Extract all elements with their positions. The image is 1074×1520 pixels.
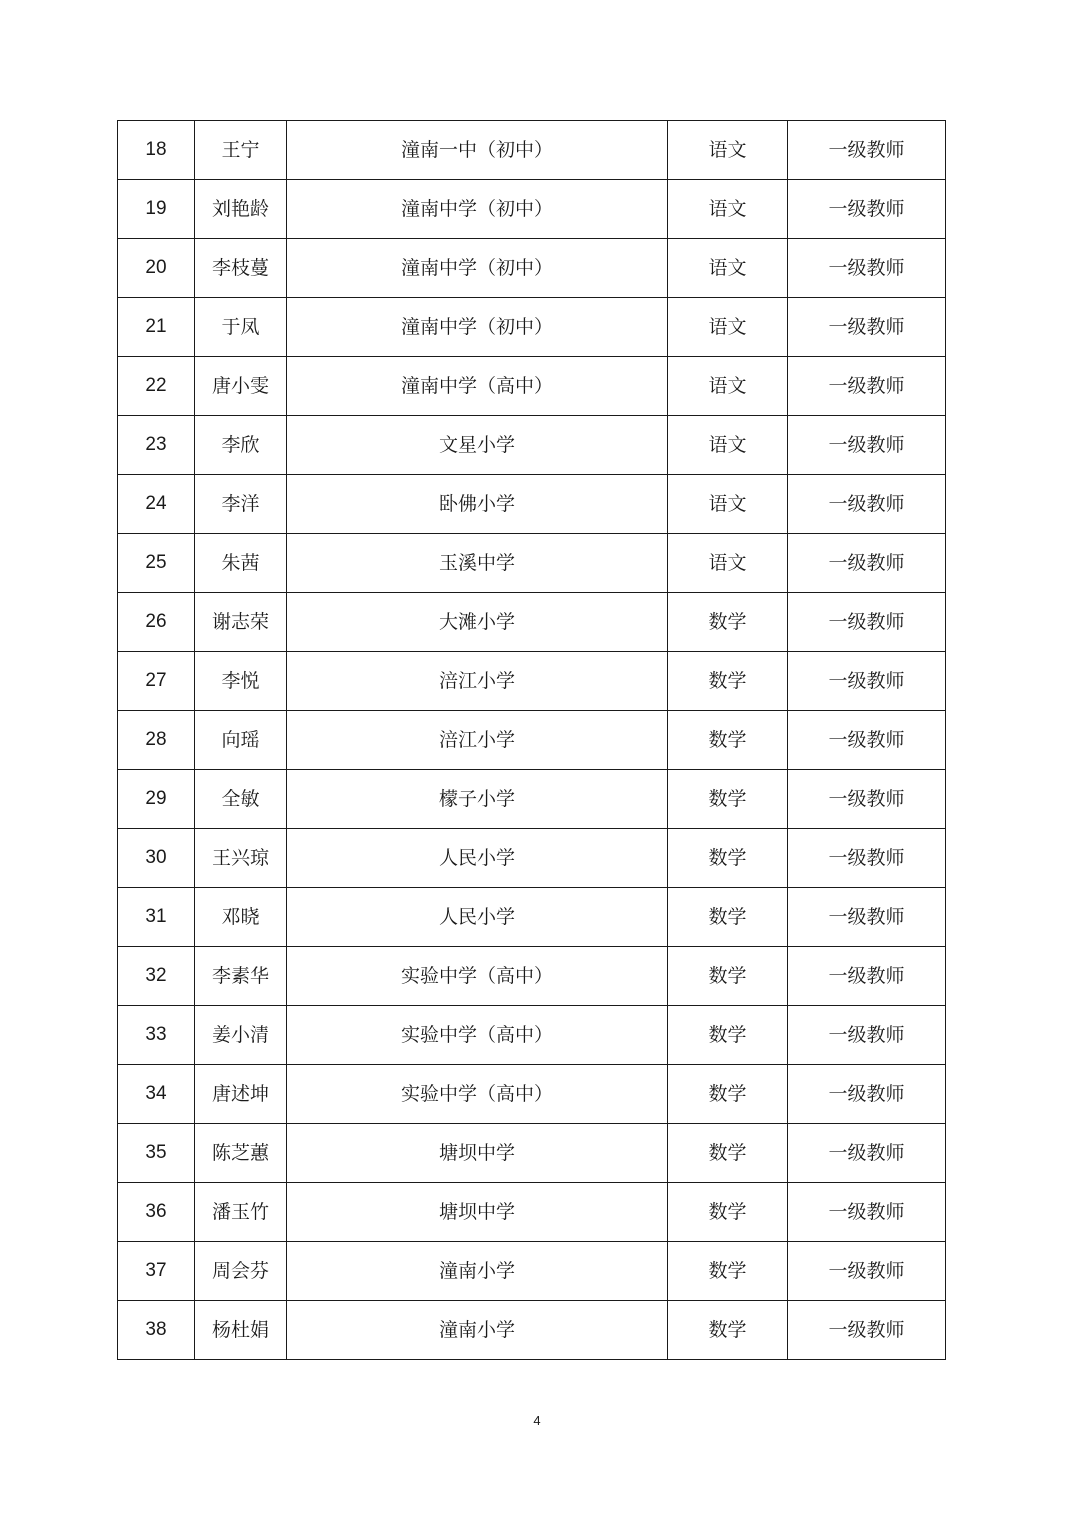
row-number-cell: 29 [118, 770, 195, 829]
page-number: 4 [533, 1413, 541, 1428]
row-number-cell: 34 [118, 1065, 195, 1124]
rank-title-cell: 一级教师 [788, 180, 946, 239]
table-row [118, 829, 946, 888]
row-number-cell: 33 [118, 1006, 195, 1065]
teacher-name-cell: 唐述坤 [195, 1065, 287, 1124]
teacher-name-cell: 于凤 [195, 298, 287, 357]
teacher-name-cell: 杨杜娟 [195, 1301, 287, 1360]
rank-title-cell: 一级教师 [788, 947, 946, 1006]
rank-title-cell: 一级教师 [788, 593, 946, 652]
teacher-name-cell: 周会芬 [195, 1242, 287, 1301]
rank-title-cell: 一级教师 [788, 1065, 946, 1124]
row-number-cell: 36 [118, 1183, 195, 1242]
subject-cell: 数学 [668, 770, 788, 829]
table-row [118, 298, 946, 357]
subject-cell: 数学 [668, 829, 788, 888]
teacher-name-cell: 潘玉竹 [195, 1183, 287, 1242]
teacher-name-cell: 李枝蔓 [195, 239, 287, 298]
subject-cell: 语文 [668, 534, 788, 593]
subject-cell: 语文 [668, 180, 788, 239]
row-number-cell: 20 [118, 239, 195, 298]
teacher-roster-table [117, 120, 946, 1360]
rank-title-cell: 一级教师 [788, 711, 946, 770]
row-number-cell: 28 [118, 711, 195, 770]
table-row [118, 947, 946, 1006]
school-cell: 潼南一中（初中） [287, 121, 668, 180]
school-cell: 塘坝中学 [287, 1183, 668, 1242]
subject-cell: 数学 [668, 711, 788, 770]
school-cell: 人民小学 [287, 888, 668, 947]
row-number-cell: 37 [118, 1242, 195, 1301]
teacher-name-cell: 李悦 [195, 652, 287, 711]
subject-cell: 语文 [668, 416, 788, 475]
teacher-name-cell: 王兴琼 [195, 829, 287, 888]
school-cell: 潼南中学（高中） [287, 357, 668, 416]
teacher-name-cell: 向瑶 [195, 711, 287, 770]
rank-title-cell: 一级教师 [788, 121, 946, 180]
rank-title-cell: 一级教师 [788, 1242, 946, 1301]
school-cell: 文星小学 [287, 416, 668, 475]
rank-title-cell: 一级教师 [788, 416, 946, 475]
row-number-cell: 19 [118, 180, 195, 239]
subject-cell: 数学 [668, 1242, 788, 1301]
table-row [118, 652, 946, 711]
subject-cell: 数学 [668, 1124, 788, 1183]
teacher-name-cell: 朱茜 [195, 534, 287, 593]
row-number-cell: 23 [118, 416, 195, 475]
subject-cell: 语文 [668, 357, 788, 416]
teacher-name-cell: 陈芝蕙 [195, 1124, 287, 1183]
school-cell: 潼南中学（初中） [287, 239, 668, 298]
teacher-name-cell: 邓晓 [195, 888, 287, 947]
school-cell: 潼南中学（初中） [287, 180, 668, 239]
subject-cell: 数学 [668, 1006, 788, 1065]
row-number-cell: 21 [118, 298, 195, 357]
rank-title-cell: 一级教师 [788, 1124, 946, 1183]
table-row [118, 1065, 946, 1124]
table-row [118, 1124, 946, 1183]
row-number-cell: 30 [118, 829, 195, 888]
rank-title-cell: 一级教师 [788, 298, 946, 357]
subject-cell: 语文 [668, 475, 788, 534]
table-row [118, 180, 946, 239]
teacher-name-cell: 李洋 [195, 475, 287, 534]
table-row [118, 711, 946, 770]
rank-title-cell: 一级教师 [788, 1006, 946, 1065]
teacher-name-cell: 全敏 [195, 770, 287, 829]
rank-title-cell: 一级教师 [788, 534, 946, 593]
table-row [118, 1183, 946, 1242]
row-number-cell: 35 [118, 1124, 195, 1183]
subject-cell: 数学 [668, 1065, 788, 1124]
teacher-name-cell: 姜小清 [195, 1006, 287, 1065]
teacher-name-cell: 刘艳龄 [195, 180, 287, 239]
school-cell: 实验中学（高中） [287, 1006, 668, 1065]
table-row [118, 475, 946, 534]
table-row [118, 121, 946, 180]
table-row [118, 770, 946, 829]
school-cell: 大滩小学 [287, 593, 668, 652]
school-cell: 人民小学 [287, 829, 668, 888]
row-number-cell: 25 [118, 534, 195, 593]
subject-cell: 数学 [668, 888, 788, 947]
school-cell: 潼南小学 [287, 1301, 668, 1360]
rank-title-cell: 一级教师 [788, 1301, 946, 1360]
subject-cell: 数学 [668, 947, 788, 1006]
school-cell: 实验中学（高中） [287, 947, 668, 1006]
table-row [118, 1006, 946, 1065]
subject-cell: 数学 [668, 1183, 788, 1242]
subject-cell: 语文 [668, 298, 788, 357]
teacher-name-cell: 唐小雯 [195, 357, 287, 416]
roster-body [118, 121, 946, 1360]
subject-cell: 数学 [668, 652, 788, 711]
school-cell: 涪江小学 [287, 711, 668, 770]
row-number-cell: 24 [118, 475, 195, 534]
subject-cell: 数学 [668, 1301, 788, 1360]
school-cell: 涪江小学 [287, 652, 668, 711]
table-row [118, 534, 946, 593]
row-number-cell: 18 [118, 121, 195, 180]
row-number-cell: 38 [118, 1301, 195, 1360]
school-cell: 塘坝中学 [287, 1124, 668, 1183]
rank-title-cell: 一级教师 [788, 475, 946, 534]
rank-title-cell: 一级教师 [788, 829, 946, 888]
table-row [118, 357, 946, 416]
subject-cell: 语文 [668, 239, 788, 298]
rank-title-cell: 一级教师 [788, 357, 946, 416]
table-row [118, 593, 946, 652]
school-cell: 实验中学（高中） [287, 1065, 668, 1124]
school-cell: 卧佛小学 [287, 475, 668, 534]
rank-title-cell: 一级教师 [788, 652, 946, 711]
teacher-name-cell: 王宁 [195, 121, 287, 180]
school-cell: 潼南中学（初中） [287, 298, 668, 357]
school-cell: 檬子小学 [287, 770, 668, 829]
row-number-cell: 32 [118, 947, 195, 1006]
table-row [118, 888, 946, 947]
subject-cell: 数学 [668, 593, 788, 652]
subject-cell: 语文 [668, 121, 788, 180]
school-cell: 潼南小学 [287, 1242, 668, 1301]
row-number-cell: 31 [118, 888, 195, 947]
school-cell: 玉溪中学 [287, 534, 668, 593]
table-row [118, 1242, 946, 1301]
rank-title-cell: 一级教师 [788, 770, 946, 829]
table-row [118, 1301, 946, 1360]
teacher-name-cell: 李欣 [195, 416, 287, 475]
rank-title-cell: 一级教师 [788, 888, 946, 947]
row-number-cell: 27 [118, 652, 195, 711]
row-number-cell: 26 [118, 593, 195, 652]
teacher-name-cell: 李素华 [195, 947, 287, 1006]
teacher-name-cell: 谢志荣 [195, 593, 287, 652]
table-row [118, 416, 946, 475]
rank-title-cell: 一级教师 [788, 239, 946, 298]
row-number-cell: 22 [118, 357, 195, 416]
rank-title-cell: 一级教师 [788, 1183, 946, 1242]
table-row [118, 239, 946, 298]
